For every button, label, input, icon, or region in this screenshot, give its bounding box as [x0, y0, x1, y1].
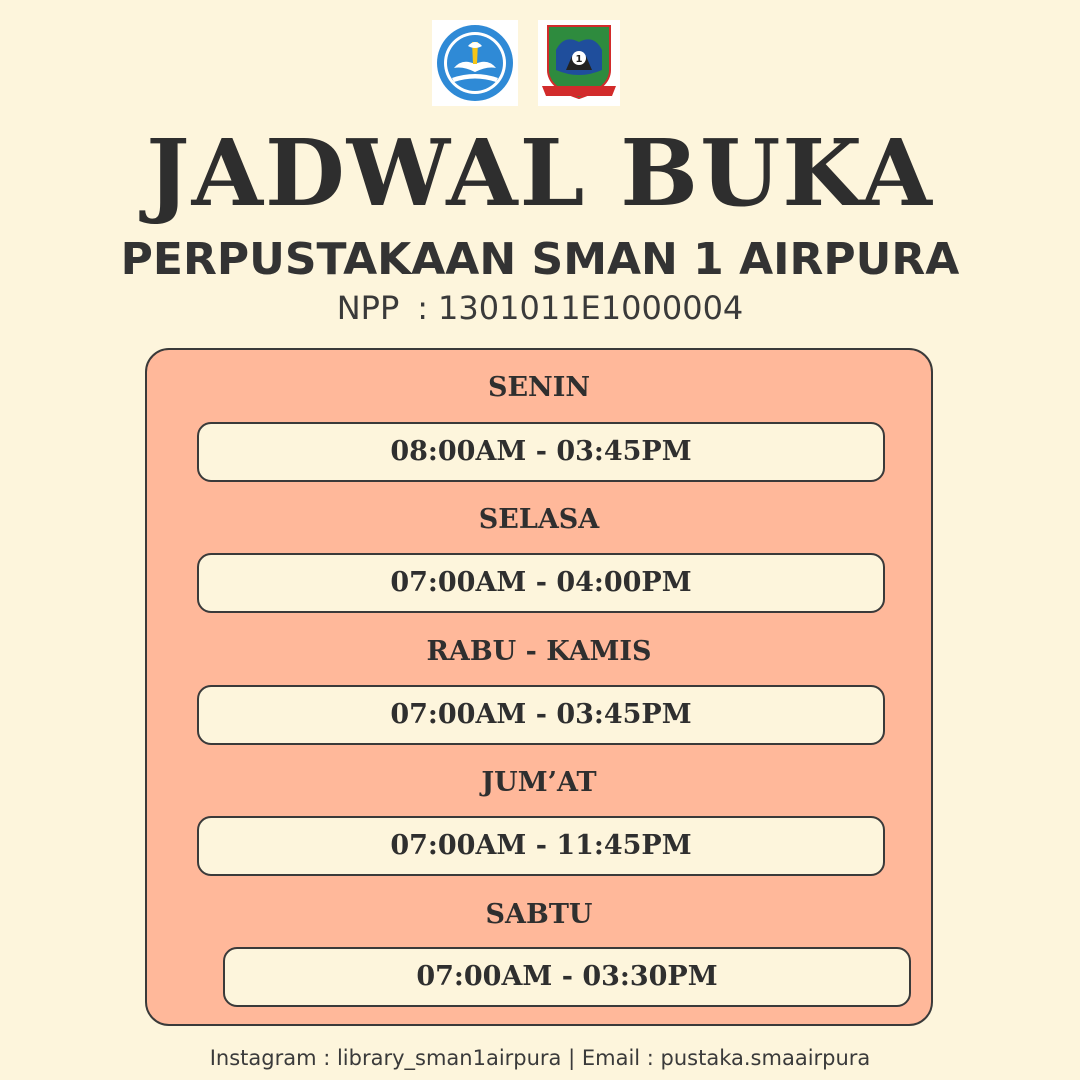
npp-value: 1301011E1000004	[438, 289, 744, 327]
schedule-card	[145, 348, 933, 1026]
day-label-sabtu: SABTU	[485, 899, 593, 930]
day-label-jumat: JUM’AT	[481, 767, 597, 798]
hours-jumat: 07:00AM - 11:45PM	[197, 816, 885, 876]
tut-wuri-handayani-icon	[432, 20, 518, 106]
page-subtitle: PERPUSTAKAAN SMAN 1 AIRPURA	[120, 234, 960, 285]
npp-label: NPP	[336, 289, 400, 327]
school-crest-icon	[538, 20, 620, 106]
contact-footer: Instagram : library_sman1airpura | Email : pustaka.smaairpura	[209, 1046, 871, 1070]
npp-line	[0, 288, 1080, 328]
day-label-rabu-kamis: RABU - KAMIS	[426, 636, 652, 667]
hours-sabtu: 07:00AM - 03:30PM	[223, 947, 911, 1007]
page-title: JADWAL BUKA	[146, 119, 934, 227]
hours-selasa: 07:00AM - 04:00PM	[197, 553, 885, 613]
hours-senin: 08:00AM - 03:45PM	[197, 422, 885, 482]
hours-rabu-kamis: 07:00AM - 03:45PM	[197, 685, 885, 745]
sman-1-airpura-logo	[538, 20, 620, 106]
day-label-senin: SENIN	[487, 372, 591, 403]
npp-separator: :	[417, 289, 429, 327]
crest-number: 1	[575, 54, 583, 65]
day-label-selasa: SELASA	[478, 504, 600, 535]
tut-wuri-handayani-logo	[432, 20, 518, 106]
